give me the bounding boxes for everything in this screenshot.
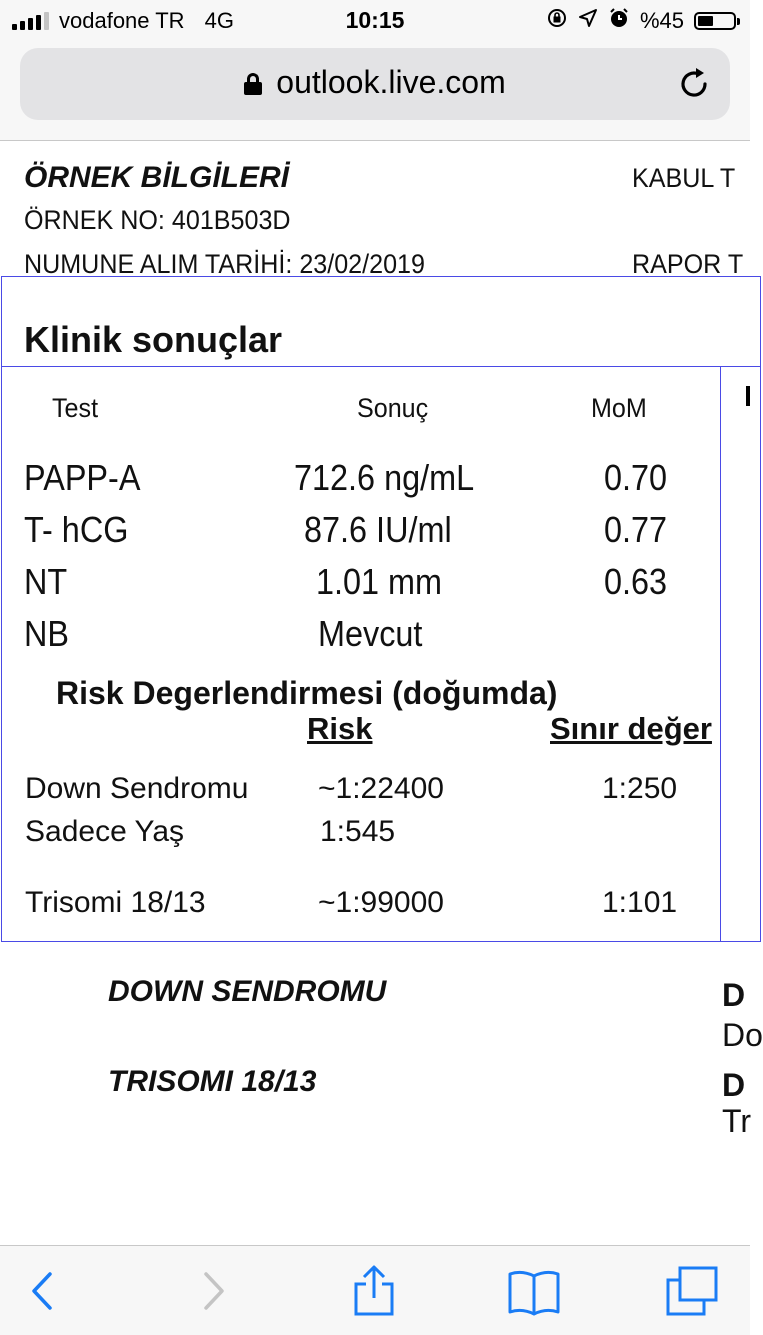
risk-cutoff: 1:250	[602, 772, 678, 805]
column-header-mom: MoM	[591, 393, 647, 423]
cutoff-column-header: Sınır değer	[550, 711, 712, 746]
test-name: NT	[24, 561, 68, 602]
box-column-divider	[720, 366, 721, 942]
trisomy-edge-text: Tr	[722, 1103, 752, 1139]
back-chevron-icon[interactable]	[14, 1266, 74, 1316]
trisomy-edge-heading: D	[722, 1067, 746, 1103]
test-result: Mevcut	[318, 613, 423, 654]
risk-name: Trisomi 18/13	[25, 886, 206, 919]
test-mom: 0.70	[604, 457, 668, 498]
alarm-icon	[608, 7, 630, 35]
test-name: PAPP-A	[24, 457, 141, 498]
address-bar[interactable]	[20, 48, 730, 120]
test-name: T- hCG	[24, 509, 129, 550]
network-type: 4G	[204, 8, 234, 33]
test-mom: 0.63	[604, 561, 668, 602]
down-syndrome-heading: DOWN SENDROMU	[108, 975, 387, 1008]
carrier-name: vodafone TR	[59, 8, 185, 33]
trisomy-heading: TRISOMI 18/13	[108, 1065, 317, 1098]
url-text: outlook.live.com	[276, 64, 506, 100]
clipped-mark	[746, 386, 750, 406]
clinical-results-title: Klinik sonuçlar	[24, 319, 283, 360]
status-time: 10:15	[345, 7, 405, 33]
share-icon[interactable]	[344, 1266, 404, 1316]
bookmarks-book-icon[interactable]	[504, 1266, 564, 1316]
collection-date: NUMUNE ALIM TARİHİ: 23/02/2019	[24, 249, 425, 279]
reload-icon[interactable]	[676, 66, 712, 102]
forward-chevron-icon[interactable]	[182, 1266, 242, 1316]
test-result: 712.6 ng/mL	[294, 457, 475, 498]
sample-number: ÖRNEK NO: 401B503D	[24, 205, 291, 235]
risk-name: Down Sendromu	[25, 772, 249, 805]
address-text-wrap	[20, 64, 730, 101]
box-divider	[1, 366, 761, 367]
risk-name: Sadece Yaş	[25, 815, 185, 848]
test-name: NB	[24, 613, 70, 654]
sample-info-title: ÖRNEK BİLGİLERİ	[24, 161, 290, 194]
column-header-test: Test	[52, 393, 99, 423]
down-edge-heading: D	[722, 977, 746, 1013]
test-result: 1.01 mm	[316, 561, 443, 602]
battery-percent: %45	[639, 8, 684, 33]
location-arrow-icon	[578, 8, 598, 34]
accept-date-label: KABUL T	[632, 163, 736, 193]
risk-value: ~1:22400	[318, 772, 444, 805]
risk-assessment-title: Risk Degerlendirmesi (doğumda)	[56, 675, 558, 711]
status-right	[546, 7, 736, 35]
tabs-icon[interactable]	[662, 1266, 722, 1316]
browser-top-bar	[0, 40, 750, 141]
lock-icon	[244, 73, 262, 95]
risk-column-header: Risk	[307, 711, 373, 746]
report-date-label: RAPOR T	[632, 249, 744, 279]
risk-value: 1:545	[320, 815, 396, 848]
down-edge-text: Do	[722, 1017, 763, 1053]
risk-cutoff: 1:101	[602, 886, 678, 919]
orientation-lock-icon	[546, 7, 568, 35]
test-result: 87.6 IU/ml	[304, 509, 452, 550]
column-header-result: Sonuç	[357, 393, 429, 423]
test-mom: 0.77	[604, 509, 668, 550]
battery-icon	[694, 12, 736, 30]
document-view[interactable]	[0, 141, 763, 1245]
status-bar	[0, 0, 750, 40]
browser-bottom-bar	[0, 1245, 750, 1335]
risk-value: ~1:99000	[318, 886, 444, 919]
